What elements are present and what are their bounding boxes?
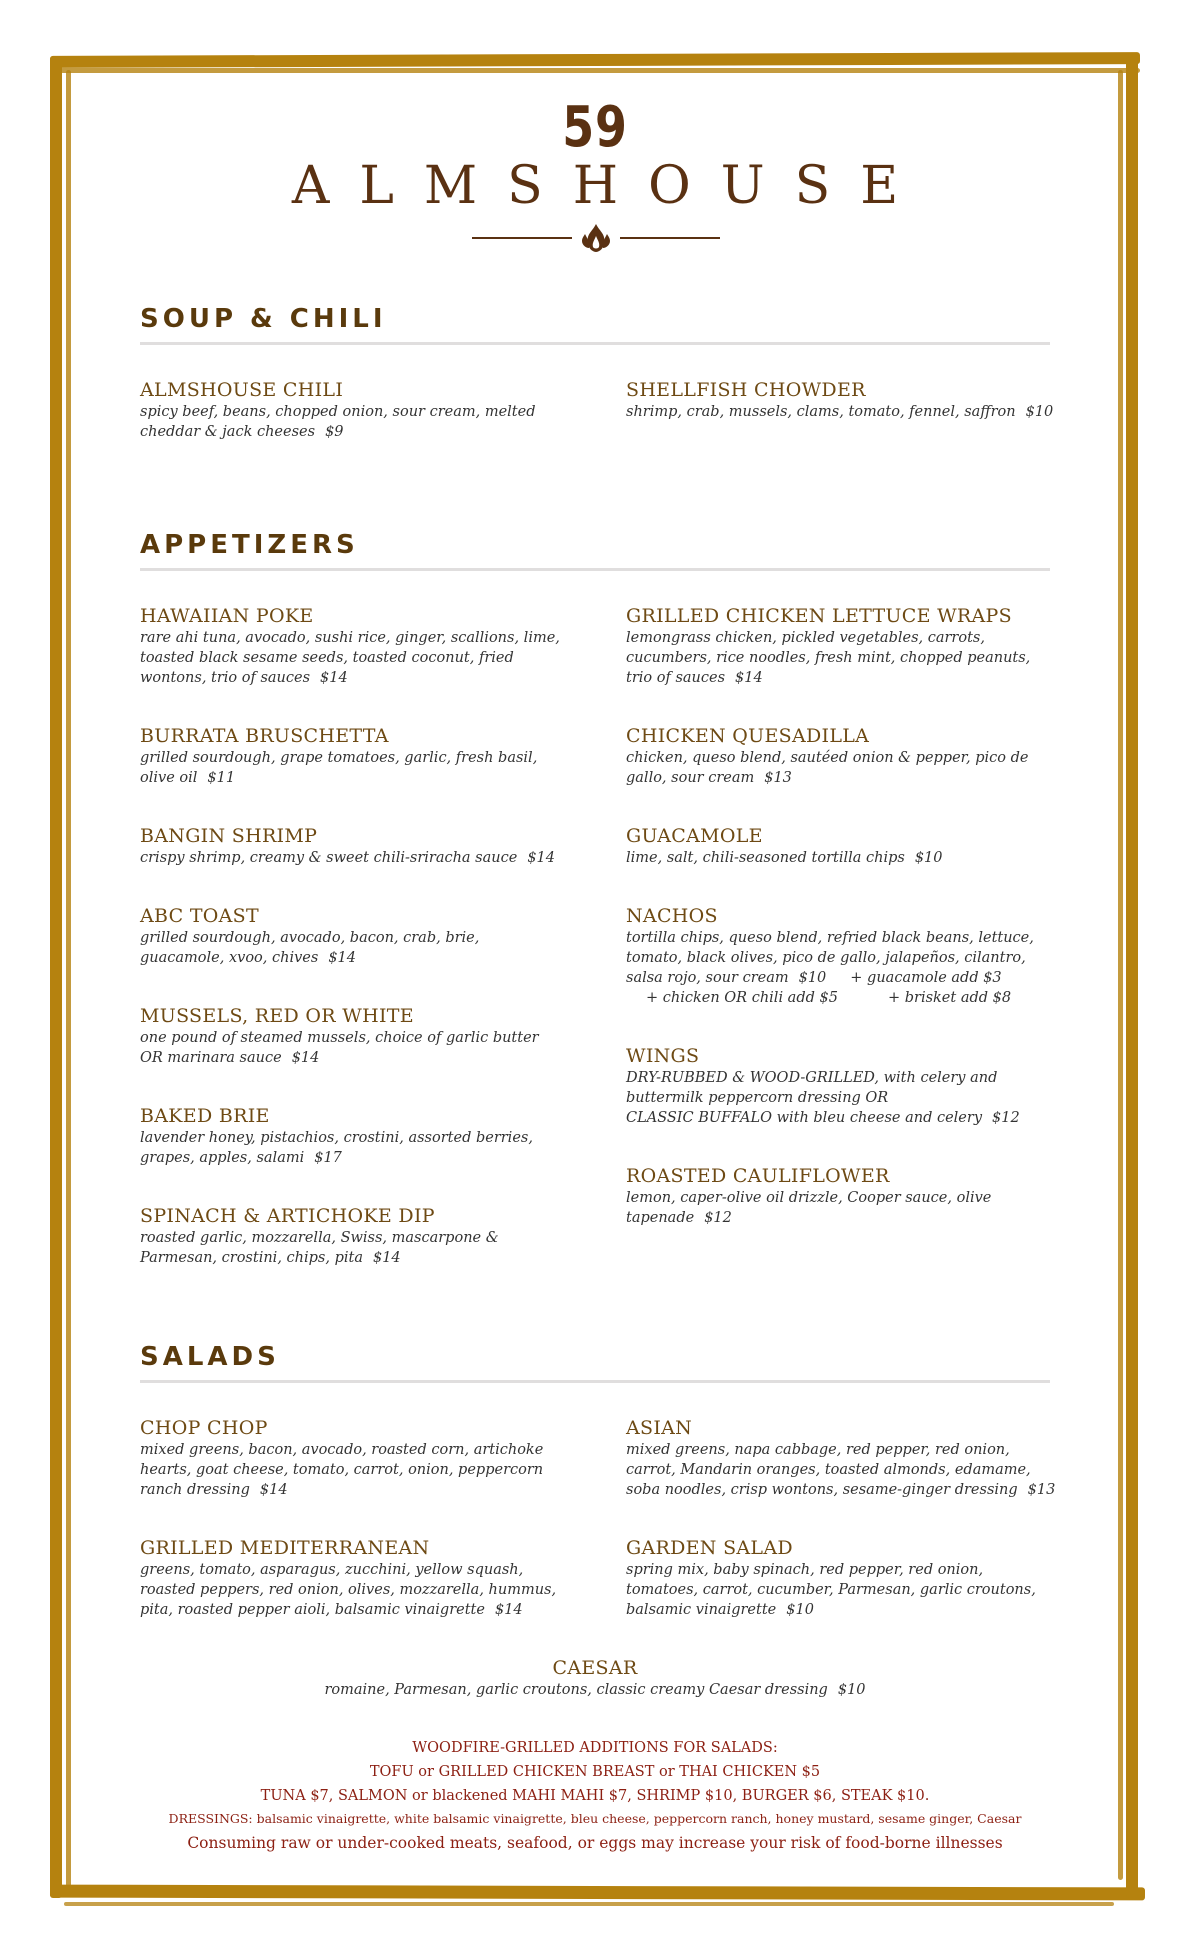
item-price: $10 (798, 970, 827, 986)
item-desc: DRY-RUBBED & WOOD-GRILLED, with celery and buttermilk peppercorn dressing OR (626, 1070, 998, 1106)
menu-item-shellfish-chowder (626, 378, 1056, 422)
item-price: $14 (320, 670, 348, 686)
item-name: WINGS (626, 1045, 700, 1067)
menu-item-guacamole (626, 824, 1056, 868)
menu-item-nachos (626, 904, 1056, 1008)
additions-line-2: TUNA $7, SALMON or blackened MAHI MAHI $7, SHRIMP $10, BURGER $6, STEAK $10. (260, 1788, 930, 1804)
item-price: $14 (328, 950, 356, 966)
frame-bottom (50, 1885, 1145, 1901)
item-addons (626, 988, 1056, 1008)
menu-item-grilled-mediterranean (140, 1536, 560, 1620)
menu-item-abc-toast (140, 904, 560, 968)
item-name: GUACAMOLE (626, 825, 763, 847)
item-name: MUSSELS, RED OR WHITE (140, 1005, 414, 1027)
item-price: $9 (325, 424, 344, 440)
item-name: ASIAN (626, 1417, 693, 1439)
flame-icon (578, 222, 614, 254)
addon-brisket: + brisket add $8 (887, 990, 1012, 1006)
item-desc: one pound of steamed mussels, choice of garlic butter OR marinara sauce $14 (140, 1030, 539, 1066)
dressings-line: DRESSINGS: balsamic vinaigrette, white balsamic vinaigrette, bleu cheese, peppercorn ranch, honey mustard, sesame ginger, Caesar (168, 1811, 1022, 1826)
item-desc: romaine, Parmesan, garlic croutons, classic creamy Caesar dressing $10 (324, 1682, 866, 1698)
item-name: GRILLED CHICKEN LETTUCE WRAPS (626, 605, 1012, 627)
item-desc-2: CLASSIC BUFFALO with bleu cheese and celery $12 (626, 1110, 1020, 1126)
item-desc: grilled sourdough, avocado, bacon, crab, brie, guacamole, xvoo, chives $14 (140, 930, 480, 966)
menu-item-wings (626, 1044, 1056, 1128)
menu-item-asian (626, 1416, 1056, 1500)
item-name: CHICKEN QUESADILLA (626, 725, 870, 747)
item-price: $10 (786, 1602, 814, 1618)
logo-rule-right (620, 237, 720, 239)
item-price: $12 (992, 1110, 1020, 1126)
item-name: HAWAIIAN POKE (140, 605, 314, 627)
item-name: GRILLED MEDITERRANEAN (140, 1537, 430, 1559)
menu-item-caesar (0, 1656, 1190, 1700)
item-name: ROASTED CAULIFLOWER (626, 1165, 890, 1187)
item-name: CAESAR (552, 1657, 638, 1679)
frame-top (50, 52, 1140, 68)
item-price: $14 (735, 670, 763, 686)
item-desc: mixed greens, bacon, avocado, roasted corn, artichoke hearts, goat cheese, tomato, carrot, onion, peppercorn ranch dressing $14 (140, 1442, 544, 1498)
section-title-soup: SOUP & CHILI (140, 304, 387, 334)
item-desc: lime, salt, chili-seasoned tortilla chips $10 (626, 850, 943, 866)
frame-left (50, 56, 62, 1898)
item-price: $14 (527, 850, 555, 866)
frame-top-stroke (60, 68, 1140, 73)
item-name: SHELLFISH CHOWDER (626, 379, 866, 401)
logo-number: 59 (562, 95, 628, 160)
item-price: $14 (372, 1250, 401, 1266)
item-name: SPINACH & ARTICHOKE DIP (140, 1205, 435, 1227)
item-desc: chicken, queso blend, sautéed onion & pepper, pico de gallo, sour cream $13 (626, 750, 1029, 786)
item-price: $17 (314, 1150, 342, 1166)
addon-chicken-chili: + chicken OR chili add $5 (646, 990, 838, 1006)
frame-right-stroke (1118, 70, 1123, 1880)
item-price: $14 (494, 1602, 523, 1618)
menu-item-chop-chop (140, 1416, 560, 1500)
frame-left-stroke (66, 70, 71, 1890)
menu-item-bangin-shrimp (140, 824, 560, 868)
item-name: BANGIN SHRIMP (140, 825, 318, 847)
item-desc: crispy shrimp, creamy & sweet chili-sriracha sauce $14 (140, 850, 555, 866)
additions-line-1: TOFU or GRILLED CHICKEN BREAST or THAI CHICKEN $5 (369, 1764, 821, 1780)
menu-item-almshouse-chili (140, 378, 560, 442)
item-price: $13 (764, 770, 792, 786)
item-desc: shrimp, crab, mussels, clams, tomato, fennel, saffron $10 (626, 404, 1054, 420)
item-desc: tortilla chips, queso blend, refried black beans, lettuce, tomato, black olives, pico de gallo, jalapeños, cilantro, salsa rojo, sour cream $10 + guacamole add $3 (626, 930, 1034, 986)
item-desc: spicy beef, beans, chopped onion, sour cream, melted cheddar & jack cheeses $9 (140, 404, 536, 440)
item-name: GARDEN SALAD (626, 1537, 793, 1559)
item-price: $11 (207, 770, 236, 786)
menu-item-mussels (140, 1004, 560, 1068)
item-price: $12 (704, 1210, 732, 1226)
item-desc: lavender honey, pistachios, crostini, assorted berries, grapes, apples, salami $17 (140, 1130, 533, 1166)
item-price: $14 (291, 1050, 320, 1066)
item-price: $14 (259, 1482, 288, 1498)
logo-name: ALMSHOUSE (291, 156, 929, 216)
menu-item-baked-brie (140, 1104, 560, 1168)
section-title-appetizers: APPETIZERS (140, 530, 359, 560)
item-price: $10 (914, 850, 943, 866)
item-desc: rare ahi tuna, avocado, sushi rice, ginger, scallions, lime, toasted black sesame seeds, toasted coconut, fried wontons, trio of sauces $14 (140, 630, 560, 686)
item-desc: spring mix, baby spinach, red pepper, red onion, tomatoes, carrot, cucumber, Parmesan, garlic croutons, balsamic vinaigrette $10 (626, 1562, 1036, 1618)
salad-additions (0, 1736, 1190, 1856)
section-rule-salads (140, 1380, 1050, 1383)
section-rule-soup (140, 342, 1050, 345)
item-name: ALMSHOUSE CHILI (140, 379, 344, 401)
section-rule-appetizers (140, 568, 1050, 571)
addon-guacamole: + guacamole add $3 (850, 970, 1002, 986)
menu-item-hawaiian-poke (140, 604, 560, 688)
item-desc: grilled sourdough, grape tomatoes, garlic, fresh basil, olive oil $11 (140, 750, 538, 786)
item-desc: greens, tomato, asparagus, zucchini, yellow squash, roasted peppers, red onion, olives, mozzarella, hummus, pita, roasted pepper aioli, balsamic vinaigrette $14 (140, 1562, 557, 1618)
section-title-salads: SALADS (140, 1342, 280, 1372)
item-name: BURRATA BRUSCHETTA (140, 725, 389, 747)
item-desc: roasted garlic, mozzarella, Swiss, mascarpone & Parmesan, crostini, chips, pita $14 (140, 1230, 499, 1266)
item-name: BAKED BRIE (140, 1105, 270, 1127)
menu-item-chicken-quesadilla (626, 724, 1056, 788)
menu-item-spinach-artichoke-dip (140, 1204, 560, 1268)
logo-rule-left (472, 237, 572, 239)
item-desc: lemon, caper-olive oil drizzle, Cooper sauce, olive tapenade $12 (626, 1190, 992, 1226)
additions-heading: WOODFIRE-GRILLED ADDITIONS FOR SALADS: (412, 1740, 778, 1756)
item-name: NACHOS (626, 905, 718, 927)
food-safety-warning: Consuming raw or under-cooked meats, seafood, or eggs may increase your risk of food-borne illnesses (187, 1834, 1003, 1852)
frame-bottom-stroke (64, 1902, 1114, 1906)
frame-right (1126, 56, 1138, 1898)
menu-item-roasted-cauliflower (626, 1164, 1056, 1228)
menu-item-lettuce-wraps (626, 604, 1056, 688)
item-price: $13 (1027, 1482, 1056, 1498)
item-name: ABC TOAST (140, 905, 259, 927)
item-price: $10 (837, 1682, 866, 1698)
item-price: $10 (1025, 404, 1054, 420)
menu-item-garden-salad (626, 1536, 1056, 1620)
menu-item-burrata-bruschetta (140, 724, 560, 788)
item-name: CHOP CHOP (140, 1417, 268, 1439)
item-desc: lemongrass chicken, pickled vegetables, carrots, cucumbers, rice noodles, fresh mint, chopped peanuts, trio of sauces $14 (626, 630, 1031, 686)
item-desc: mixed greens, napa cabbage, red pepper, red onion, carrot, Mandarin oranges, toasted almonds, edamame, soba noodles, crisp wontons, sesame-ginger dressing $13 (626, 1442, 1056, 1498)
